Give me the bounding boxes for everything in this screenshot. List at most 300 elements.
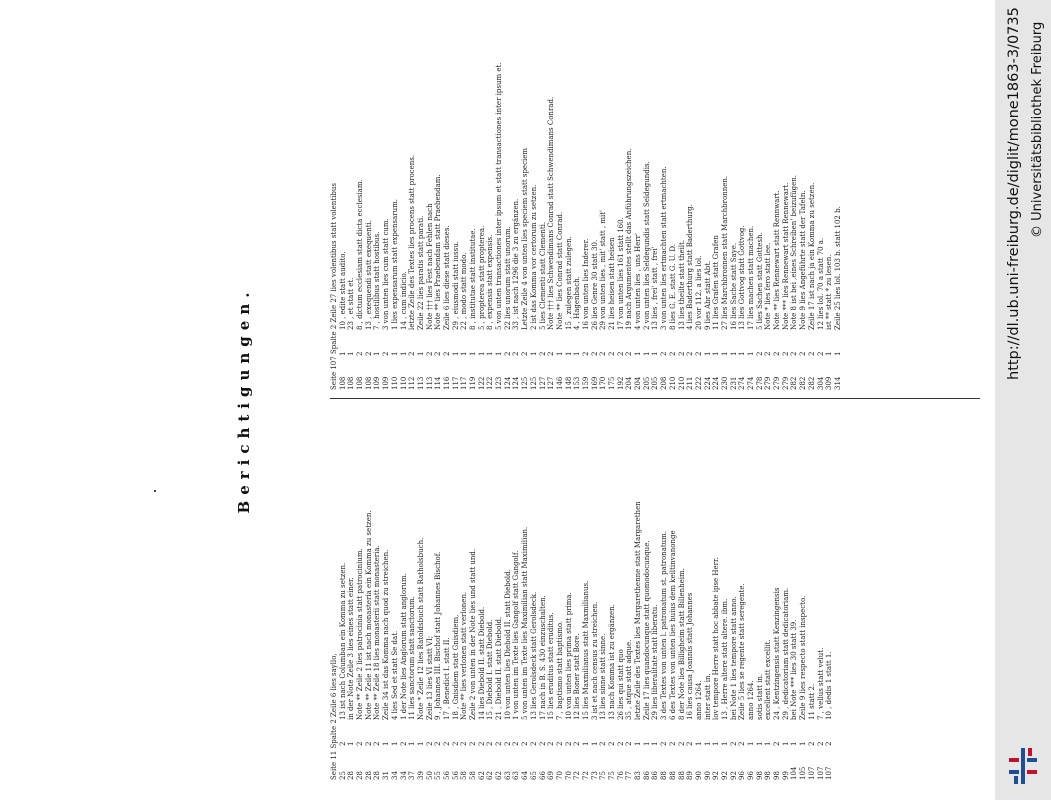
column-number: 1 bbox=[390, 351, 399, 356]
errata-row bbox=[643, 405, 652, 780]
column-number: 2 bbox=[425, 351, 434, 356]
errata-row bbox=[651, 405, 660, 780]
column-number: 1 bbox=[564, 351, 573, 356]
correction-text: 8 , institutae statt institutae. bbox=[469, 228, 478, 330]
page-number: 279 bbox=[773, 376, 782, 390]
page-number: 231 bbox=[729, 376, 738, 390]
page-number: 86 bbox=[651, 771, 660, 780]
column-number: 2 bbox=[373, 741, 382, 746]
correction-text: 16 lies Sache statt Saye. bbox=[729, 242, 738, 330]
column-number: 2 bbox=[547, 741, 556, 746]
page-number: 108 bbox=[364, 376, 373, 390]
correction-text: Zeile 2 von unten in der Note lies und statt und. bbox=[469, 548, 478, 720]
column-number: 1 bbox=[642, 351, 651, 356]
page-number: 72 bbox=[581, 771, 590, 780]
errata-row bbox=[486, 405, 495, 780]
correction-text: 3 ist et nach census zu streichen. bbox=[590, 601, 599, 720]
page-number: 90 bbox=[703, 771, 712, 780]
errata-row bbox=[417, 15, 426, 390]
column-number: 2 bbox=[781, 351, 790, 356]
column-number: 2 bbox=[399, 741, 408, 746]
correction-text: 16 lies causa Joannis statt Johannes bbox=[686, 592, 695, 720]
correction-text: 8 lies G. E. statt G. U. D. bbox=[668, 244, 677, 330]
errata-row bbox=[712, 405, 721, 780]
page-number: 73 bbox=[590, 771, 599, 780]
page-number: 28 bbox=[373, 771, 382, 780]
correction-text: 27 lies Marchbronnen statt Marchbronnen. bbox=[720, 175, 729, 330]
column-number: 2 bbox=[729, 741, 738, 746]
page-number: 105 bbox=[799, 766, 808, 780]
errata-row bbox=[695, 15, 704, 390]
correction-text: Zeile 13 lies VI statt VI; bbox=[425, 635, 434, 720]
errata-row bbox=[356, 15, 365, 390]
page-number: 124 bbox=[512, 376, 521, 390]
errata-row bbox=[712, 15, 721, 390]
column-number: 1 bbox=[555, 351, 564, 356]
page-number: 107 bbox=[807, 766, 816, 780]
correction-text: 22 , modo statt modo. bbox=[460, 252, 469, 330]
page-number: 108 bbox=[347, 376, 356, 390]
correction-text: anno 1264. bbox=[694, 680, 703, 720]
errata-row bbox=[373, 15, 382, 390]
correction-text: 20 vor 112, a lies lol. bbox=[694, 255, 703, 330]
page-number: 58 bbox=[469, 771, 478, 780]
errata-row bbox=[339, 15, 348, 390]
column-number: 2 bbox=[616, 351, 625, 356]
page-number: 77 bbox=[625, 771, 634, 780]
page-number: 205 bbox=[642, 376, 651, 390]
errata-row bbox=[738, 405, 747, 780]
errata-row bbox=[556, 15, 565, 390]
page-number: 208 bbox=[660, 376, 669, 390]
page-number: 119 bbox=[469, 376, 478, 390]
correction-text: 5 von unten im Texte lies Maximilian statt Maximilian. bbox=[521, 526, 530, 720]
page-number: 70 bbox=[564, 771, 573, 780]
errata-row bbox=[799, 405, 808, 780]
column-number: 2 bbox=[660, 741, 669, 746]
column-number: 1 bbox=[833, 351, 842, 356]
page-number: 28 bbox=[347, 771, 356, 780]
column-number: 2 bbox=[625, 351, 634, 356]
column-number: 2 bbox=[529, 741, 538, 746]
errata-row bbox=[747, 15, 756, 390]
page-number: 109 bbox=[373, 376, 382, 390]
column-number: 1 bbox=[451, 351, 460, 356]
errata-row bbox=[730, 405, 739, 780]
errata-row bbox=[530, 15, 539, 390]
page-number: 122 bbox=[486, 376, 495, 390]
correction-text: 15 lies eruditus statt eruditus. bbox=[547, 612, 556, 720]
errata-row bbox=[443, 15, 452, 390]
page-number: 70 bbox=[555, 771, 564, 780]
column-number: 2 bbox=[555, 741, 564, 746]
correction-text: 26 lies qui statt quo bbox=[616, 649, 625, 720]
correction-text: 15 , zulegen statt zulegen. bbox=[564, 236, 573, 330]
page-number: 146 bbox=[555, 376, 564, 390]
errata-row bbox=[434, 405, 443, 780]
column-number: 1 bbox=[529, 351, 538, 356]
correction-text: 24 , Kentzingensis statt Kenzingensis bbox=[773, 587, 782, 720]
errata-row bbox=[556, 405, 565, 780]
page-number: 125 bbox=[529, 376, 538, 390]
errata-row bbox=[443, 405, 452, 780]
correction-text: Zeile 34 ist das Komma nach quod zu streichen. bbox=[382, 549, 391, 720]
correction-text: 9 , Johannes III. Bischof statt Johannes Bischof. bbox=[434, 551, 443, 720]
correction-text: letzte Zeile des Textes lies procens statt procens. bbox=[408, 154, 417, 330]
ub-freiburg-logo-icon bbox=[1003, 746, 1043, 786]
page-number: 153 bbox=[573, 376, 582, 390]
page-number: 117 bbox=[460, 376, 469, 390]
column-number: 1 bbox=[495, 351, 504, 356]
correction-text: 1 lies expensarum statt expensarum. bbox=[390, 199, 399, 330]
correction-text: 7 , hostilibus statt hostibus. bbox=[373, 231, 382, 330]
correction-text: 4 , Hagenbach. bbox=[573, 276, 582, 330]
correction-text: 6 des Textes von unten lies huius dem keiltinvanonge bbox=[668, 530, 677, 720]
page-number: 62 bbox=[486, 771, 495, 780]
source-url-link[interactable]: http://dl.ub.uni-freiburg.de/diglit/mone1863-3/0735 bbox=[1006, 7, 1022, 380]
column-number: 1 bbox=[651, 741, 660, 746]
errata-row bbox=[452, 405, 461, 780]
errata-row bbox=[773, 15, 782, 390]
correction-text: Note *** lies Rennewart statt Rennewart. bbox=[781, 182, 790, 330]
correction-text: 29 lies liberalitate statt liberatu. bbox=[651, 604, 660, 720]
page-number: 28 bbox=[356, 771, 365, 780]
column-number: 2 bbox=[364, 741, 373, 746]
column-number: 2 bbox=[503, 351, 512, 356]
page-number: 210 bbox=[668, 376, 677, 390]
column-number: 2 bbox=[451, 741, 460, 746]
column-header: Seite 107 Spalte 2 Zeile 27 lies volentibus statt volentibus bbox=[330, 183, 338, 390]
correction-text: Note ** lies verlonen statt verlonen. bbox=[460, 591, 469, 720]
errata-row bbox=[539, 15, 548, 390]
page-number: 117 bbox=[451, 376, 460, 390]
correction-text: anno 1264. bbox=[747, 680, 756, 720]
page-number: 88 bbox=[668, 771, 677, 780]
errata-row bbox=[808, 15, 817, 390]
page-number: 88 bbox=[677, 771, 686, 780]
column-number: 1 bbox=[703, 741, 712, 746]
correction-text: 13 lies , frei' statt , frei' bbox=[651, 246, 660, 330]
errata-row bbox=[782, 405, 791, 780]
column-number: 2 bbox=[738, 741, 747, 746]
column-number: 2 bbox=[807, 741, 816, 746]
page-number: 75 bbox=[599, 771, 608, 780]
page-number: 55 bbox=[434, 771, 443, 780]
errata-row bbox=[512, 405, 521, 780]
column-number: 2 bbox=[521, 351, 530, 356]
correction-text: 17 von unten lies 161 statt 160. bbox=[616, 217, 625, 330]
page-number: 62 bbox=[495, 771, 504, 780]
errata-row bbox=[512, 15, 521, 390]
correction-text: Note ** Zeile 18 lies monasterii statt monasteria. bbox=[373, 545, 382, 720]
column-number: 1 bbox=[338, 351, 347, 356]
errata-row bbox=[573, 15, 582, 390]
column-number: 2 bbox=[790, 351, 799, 356]
column-number: 2 bbox=[825, 741, 834, 746]
correction-text: ist ** statt * zu lesen. bbox=[825, 254, 834, 330]
errata-row bbox=[339, 405, 348, 780]
errata-row bbox=[478, 405, 487, 780]
page-number: 66 bbox=[538, 771, 547, 780]
errata-row bbox=[773, 405, 782, 780]
errata-row bbox=[651, 15, 660, 390]
page-number: 34 bbox=[399, 771, 408, 780]
page-number: 122 bbox=[477, 376, 486, 390]
errata-row bbox=[686, 15, 695, 390]
column-number: 1 bbox=[590, 741, 599, 746]
correction-text: 5 , propterea statt propterea. bbox=[477, 225, 486, 330]
column-number: 2 bbox=[599, 741, 608, 746]
correction-text: Zeile 25 lies lol. 103 b. statt 102 b. bbox=[833, 206, 842, 330]
column-number: 1 bbox=[712, 741, 721, 746]
page-number: 170 bbox=[599, 376, 608, 390]
correction-text: sotis statt in. bbox=[755, 673, 764, 720]
correction-text: 4 lies Sed et statt Se dat. bbox=[390, 630, 399, 720]
correction-text: 29 , dedicatoriam statt dedicatoriam. bbox=[781, 587, 790, 720]
errata-row bbox=[669, 405, 678, 780]
column-number: 1 bbox=[399, 351, 408, 356]
correction-text: 13 lies Gottvog statt Gottvog. bbox=[738, 225, 747, 330]
correction-text: Zeile 6 lies diese statt dieses. bbox=[442, 225, 451, 330]
column-number: 1 bbox=[486, 351, 495, 356]
page-number: 83 bbox=[634, 771, 643, 780]
correction-text: 12 lies lol. 70 a statt 70 a. bbox=[816, 237, 825, 330]
column-number: 2 bbox=[434, 351, 443, 356]
correction-text: 13 , Herre altere statt altere. ibm. bbox=[720, 598, 729, 720]
page-number: 304 bbox=[816, 376, 825, 390]
column-number: 2 bbox=[382, 351, 391, 356]
page-title: Berichtigungen. bbox=[235, 286, 253, 514]
ink-speck bbox=[154, 490, 156, 492]
column-number: 1 bbox=[755, 741, 764, 746]
errata-row bbox=[704, 405, 713, 780]
correction-text: Zeile 17 lies quandocunque statt quomodocunque. bbox=[642, 540, 651, 720]
correction-text: 13 lies Gerolsdeck statt Gerolsdeck. bbox=[529, 591, 538, 720]
column-number: 2 bbox=[486, 741, 495, 746]
errata-row bbox=[643, 15, 652, 390]
errata-row bbox=[599, 405, 608, 780]
correction-text: 1 von unten im Texte lies Gangolf statt Gangolf. bbox=[512, 550, 521, 720]
errata-row bbox=[504, 405, 513, 780]
errata-row bbox=[591, 15, 600, 390]
page-number: 169 bbox=[590, 376, 599, 390]
correction-text: 26 lies Genre 30 statt 30. bbox=[590, 239, 599, 330]
page-number: 192 bbox=[616, 376, 625, 390]
errata-row bbox=[495, 15, 504, 390]
correction-text: 14 , cum indicio. bbox=[399, 271, 408, 330]
correction-text: Note ** lies Rennewart statt Rennwart. bbox=[773, 190, 782, 330]
errata-row bbox=[382, 15, 391, 390]
errata-row bbox=[452, 15, 461, 390]
column-number: 1 bbox=[634, 351, 643, 356]
page-number: 25 bbox=[338, 771, 347, 780]
column-number: 2 bbox=[356, 351, 365, 356]
errata-row bbox=[434, 15, 443, 390]
correction-text: 21 , Diebold II. statt Diebold. bbox=[495, 616, 504, 720]
correction-text: Note ††† lies Fest nach Fehlen nach bbox=[425, 203, 434, 330]
correction-text: 29 von unten lies , mit' statt , mit' bbox=[599, 210, 608, 330]
correction-text: 1 der Note lies Anglorum statt anglorum. bbox=[399, 573, 408, 720]
correction-text: 21 lies heisen statt heisen bbox=[608, 237, 617, 330]
correction-text: inter statt in. bbox=[703, 673, 712, 720]
errata-row bbox=[426, 15, 435, 390]
errata-row bbox=[521, 15, 530, 390]
page-number: 230 bbox=[720, 376, 729, 390]
correction-text: Note * lies fero statt lee. bbox=[764, 242, 773, 330]
errata-row bbox=[617, 15, 626, 390]
correction-text: 15 , Diebold I. statt Diebold. bbox=[486, 619, 495, 720]
correction-text: 12 lies Boner statt Bore. bbox=[573, 633, 582, 720]
errata-row bbox=[790, 15, 799, 390]
correction-text: 17 lies machen statt machen. bbox=[747, 225, 756, 330]
column-number: 1 bbox=[416, 351, 425, 356]
errata-row bbox=[582, 15, 591, 390]
errata-row bbox=[782, 15, 791, 390]
column-number: 1 bbox=[373, 351, 382, 356]
page-number: 58 bbox=[460, 771, 469, 780]
column-number: 2 bbox=[581, 351, 590, 356]
page-number: 123 bbox=[495, 376, 504, 390]
correction-text: 22 lies unorum statt unorum. bbox=[503, 226, 512, 330]
errata-row bbox=[504, 15, 513, 390]
column-number: 2 bbox=[495, 741, 504, 746]
column-number: 1 bbox=[703, 351, 712, 356]
correction-text: 7 , baptismo statt baptismo. bbox=[555, 620, 564, 720]
column-number: 1 bbox=[738, 351, 747, 356]
page-number: 109 bbox=[382, 376, 391, 390]
errata-row bbox=[695, 405, 704, 780]
column-number: 2 bbox=[477, 741, 486, 746]
page-number: 107 bbox=[816, 766, 825, 780]
page-number: 98 bbox=[773, 771, 782, 780]
column-number: 2 bbox=[564, 741, 573, 746]
correction-text: 2 ist das Komma vor certorum zu setzen. bbox=[529, 184, 538, 330]
errata-row bbox=[704, 15, 713, 390]
correction-text: 11 statt 2. bbox=[807, 683, 816, 720]
page-number: 31 bbox=[382, 771, 391, 780]
page-number: 56 bbox=[442, 771, 451, 780]
page-number: 116 bbox=[442, 376, 451, 390]
page-number: 39 bbox=[416, 771, 425, 780]
errata-row bbox=[721, 405, 730, 780]
column-number: 1 bbox=[416, 741, 425, 746]
errata-row bbox=[469, 15, 478, 390]
column-number: 2 bbox=[816, 741, 825, 746]
correction-text: in der Note Zeile 3 lies eines statt einer. bbox=[347, 577, 356, 720]
column-number: 1 bbox=[469, 351, 478, 356]
errata-row bbox=[625, 15, 634, 390]
column-number: 2 bbox=[660, 351, 669, 356]
column-number: 1 bbox=[347, 741, 356, 746]
errata-row bbox=[617, 405, 626, 780]
column-number: 2 bbox=[686, 741, 695, 746]
page-number: 96 bbox=[747, 771, 756, 780]
page-number: 159 bbox=[581, 376, 590, 390]
column-number: 2 bbox=[573, 741, 582, 746]
errata-row bbox=[730, 15, 739, 390]
page-number: 282 bbox=[799, 376, 808, 390]
column-number: 1 bbox=[747, 741, 756, 746]
correction-text: 17 , Benedict I. statt II. bbox=[442, 637, 451, 720]
page-number: 204 bbox=[634, 376, 643, 390]
page-number: 274 bbox=[747, 376, 756, 390]
page-number: 222 bbox=[694, 376, 703, 390]
errata-row bbox=[356, 405, 365, 780]
errata-row bbox=[400, 15, 409, 390]
errata-row bbox=[834, 15, 843, 390]
page-number: 224 bbox=[712, 376, 721, 390]
correction-text: Letzte Zeile 4 von unten lies speciem statt speciem bbox=[521, 147, 530, 330]
column-number: 2 bbox=[816, 351, 825, 356]
errata-column-right bbox=[330, 15, 843, 390]
errata-row bbox=[634, 405, 643, 780]
column-number: 1 bbox=[390, 741, 399, 746]
errata-row bbox=[417, 405, 426, 780]
correction-text: 5 von unten transactiones inter ipsum et statt transactiones inter ipsum et. bbox=[495, 62, 504, 330]
correction-text: 13 lies sinne statt sinne. bbox=[599, 633, 608, 720]
column-number: 1 bbox=[573, 351, 582, 356]
column-number: 1 bbox=[581, 741, 590, 746]
page-number: 98 bbox=[764, 771, 773, 780]
correction-text: 10 von unten lies prima statt prima. bbox=[564, 592, 573, 720]
correction-text: 3 des Textes von unten l. patronatum st. patronatum. bbox=[660, 530, 669, 720]
correction-text: Note 8 ist bei ,eines Schreiben' beizufügen. bbox=[790, 175, 799, 330]
errata-row bbox=[565, 15, 574, 390]
page-number: 108 bbox=[356, 376, 365, 390]
errata-row bbox=[495, 405, 504, 780]
column-number: 2 bbox=[686, 351, 695, 356]
column-number: 2 bbox=[512, 351, 521, 356]
column-number: 1 bbox=[382, 741, 391, 746]
correction-text: 9 lies Abr statt Abt. bbox=[703, 260, 712, 330]
errata-row bbox=[460, 15, 469, 390]
page-number: 274 bbox=[738, 376, 747, 390]
errata-row bbox=[825, 405, 834, 780]
correction-text: 15 lies Maxmilianus statt Maxmilianus. bbox=[581, 580, 590, 720]
correction-text: 8 , dictum ecclesiam statt dicta ecclesiam. bbox=[356, 179, 365, 330]
page-number: 107 bbox=[825, 766, 834, 780]
page-number: 282 bbox=[807, 376, 816, 390]
errata-row bbox=[521, 405, 530, 780]
page-number: 90 bbox=[694, 771, 703, 780]
page-number: 34 bbox=[390, 771, 399, 780]
errata-row bbox=[347, 405, 356, 780]
correction-text: 23 , et statt et. bbox=[347, 277, 356, 330]
errata-row bbox=[591, 405, 600, 780]
correction-text: 11 lies sanctorum statt sanctorum. bbox=[408, 596, 417, 720]
errata-row bbox=[669, 15, 678, 390]
correction-text: 18 , Gnisdiem statt Gnisdiem, bbox=[451, 614, 460, 720]
column-number: 2 bbox=[547, 351, 556, 356]
column-number: 2 bbox=[512, 741, 521, 746]
errata-row bbox=[460, 405, 469, 780]
column-number: 2 bbox=[799, 351, 808, 356]
correction-text: 33 , ist nach 1296 die 3 zu ergänzen. bbox=[512, 198, 521, 330]
correction-text: 13 , exequendi statt exequenti. bbox=[364, 220, 373, 330]
page-number: 314 bbox=[833, 376, 842, 390]
correction-text: 10 , edite statt audito. bbox=[338, 251, 347, 330]
page-number: 113 bbox=[416, 376, 425, 390]
column-number: 2 bbox=[677, 351, 686, 356]
errata-row bbox=[547, 405, 556, 780]
correction-text: Zeile 9 lies respecto statt inspecto. bbox=[799, 595, 808, 720]
column-number: 2 bbox=[442, 741, 451, 746]
errata-row bbox=[408, 405, 417, 780]
page-number: 278 bbox=[755, 376, 764, 390]
page-number: 114 bbox=[434, 376, 443, 390]
column-number: 2 bbox=[503, 741, 512, 746]
page-number: 63 bbox=[512, 771, 521, 780]
